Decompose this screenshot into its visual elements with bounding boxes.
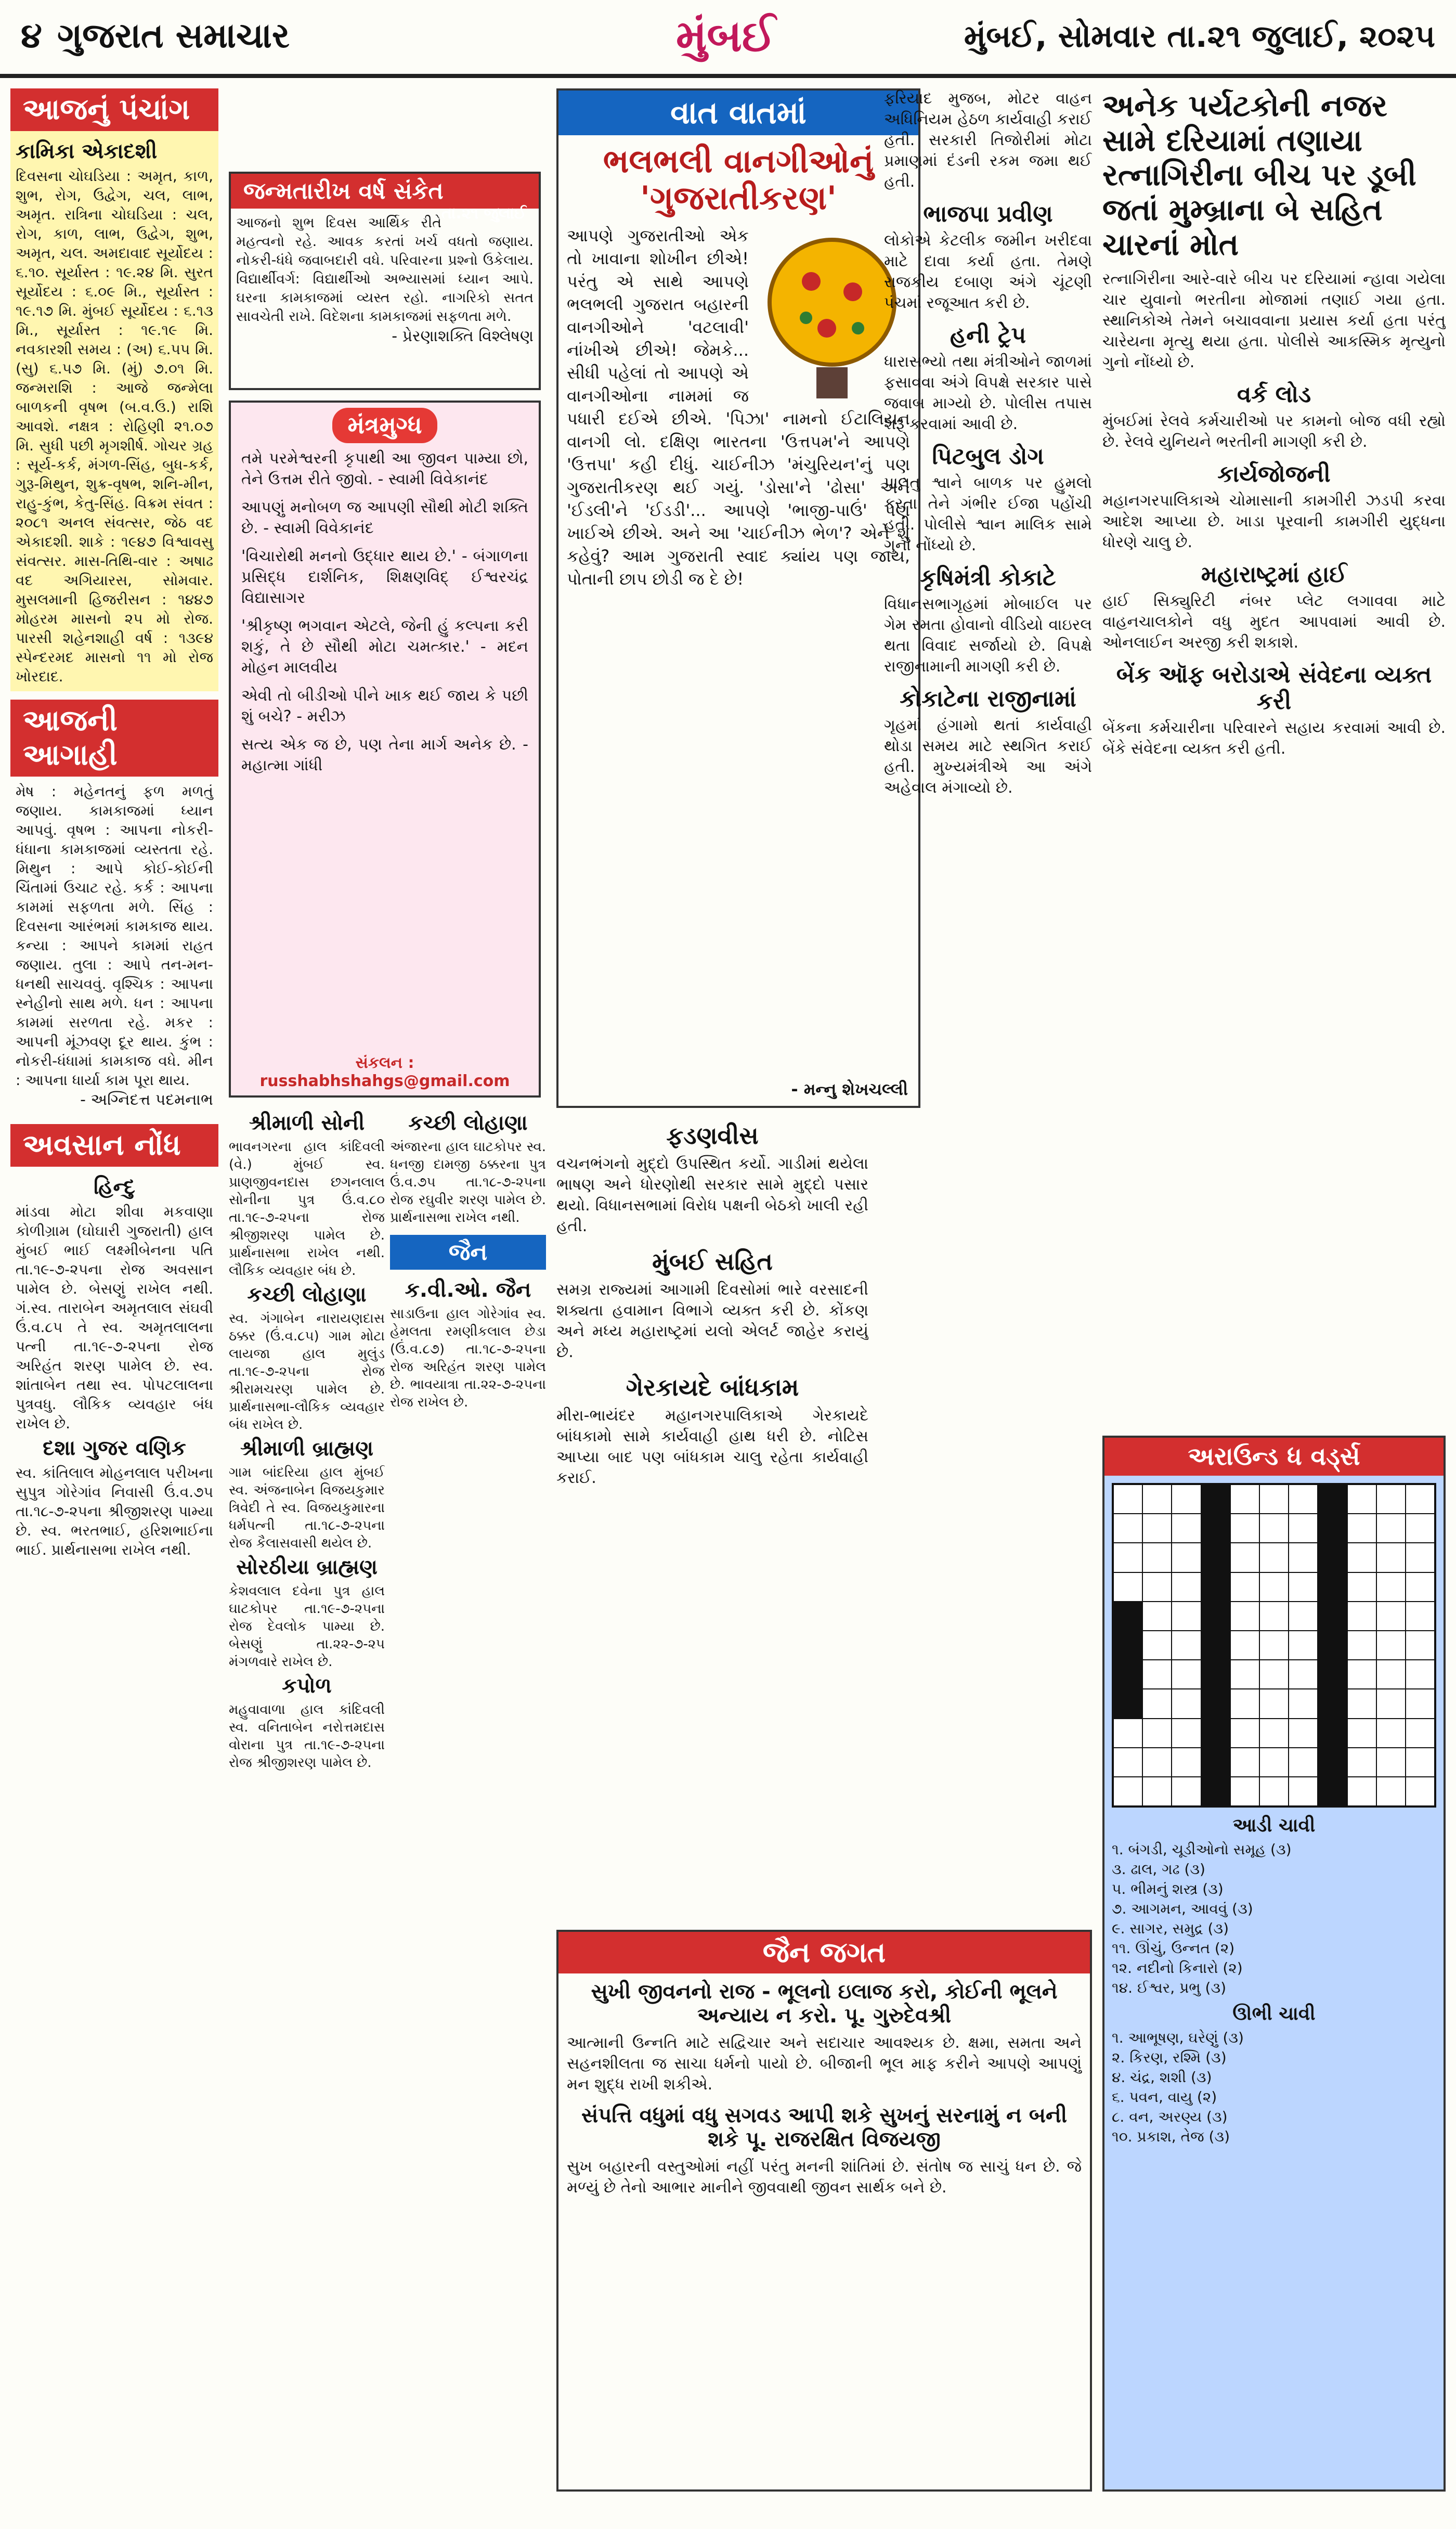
kvo-jain-title: ક.વી.ઓ. જૈન xyxy=(405,1278,531,1302)
crossword-cell[interactable] xyxy=(1377,1573,1405,1601)
pizza-topping xyxy=(843,282,862,301)
across-clue: ૯. સાગર, સમુદ્ર (૩) xyxy=(1112,1920,1229,1938)
janmadin-body: આજનો શુભ દિવસ આર્થિક રીતે મહત્વનો રહે. આવક કરતાં ખર્ચ વધતો જણાય. નોકરી-ધંધે જવાબદારી વધે. પરિવારના પ્રશ્નો ઉકેલાય. વિદ્યાર્થીવર્ગ: વિદ્યાર્થીઓ અભ્યાસમાં ધ્યાન આપે. ઘરના કામકાજમાં વ્યસ્ત રહો. નાગરિકો સતત સાવચેતી રાખે. વિદેશના કામકાજમાં સફળતા મળે. xyxy=(236,215,534,325)
crossword-block xyxy=(1114,1602,1142,1630)
kokate-title: કોકાટેના રાજીનામાં xyxy=(900,686,1076,712)
pizza-topping xyxy=(817,319,836,338)
crossword-block xyxy=(1202,1485,1230,1513)
crossword-cell[interactable] xyxy=(1114,1485,1142,1513)
crossword-cell[interactable] xyxy=(1260,1514,1288,1542)
shrimali-soni-body: ભાવનગરના હાલ કાંદિવલી (વે.) મુંબઈ સ્વ. પ્રાણજીવનદાસ છગનલાલ સોનીના પુત્ર ઉં.વ.૮૦ તા.૧૯-૭-૨૫ના રોજ શ્રીજીશરણ પામેલ છે. પ્રાર્થનાસભા રાખેલ નથી. લૌકિક વ્યવહાર બંધ છે. xyxy=(229,1139,385,1279)
crossword-cell[interactable] xyxy=(1348,1660,1376,1688)
kapol-title: કપોળ xyxy=(282,1674,332,1698)
crossword-cell[interactable] xyxy=(1231,1748,1259,1776)
crossword-block xyxy=(1318,1631,1346,1659)
crossword-block xyxy=(1318,1485,1346,1513)
mantra-item: 'વિચારોથી મનનો ઉદ્ધાર થાય છે.' - બંગાળના પ્રસિદ્ધ દાર્શનિક, શિક્ષણવિદ્ ઈશ્વરચંદ્ર વિદ્યાસાગર xyxy=(241,547,528,607)
crossword-cell[interactable] xyxy=(1377,1777,1405,1805)
mumbai-sahit-title: મુંબઈ સહિત xyxy=(652,1247,773,1275)
crossword-cell[interactable] xyxy=(1406,1660,1434,1688)
main-body: રત્નાગિરીના આરે-વારે બીચ પર દરિયામાં ન્હાવા ગયેલા ચાર યુવાનો ભરતીના મોજામાં તણાઈ ગયા હતા. સ્થાનિકોએ તેમને બચાવવાના પ્રયાસ કર્યા હતા પરંતુ ચારેયના મૃત્યુ થયા હતા. પોલીસે આકસ્મિક મૃત્યુનો ગુનો નોંધ્યો છે. xyxy=(1102,270,1446,372)
crossword-cell[interactable] xyxy=(1289,1485,1317,1513)
crossword-cell[interactable] xyxy=(1406,1689,1434,1718)
crossword-cell[interactable] xyxy=(1260,1689,1288,1718)
across-clue: ૧૨. નદીનો કિનારો (૨) xyxy=(1112,1959,1243,1977)
avsan-section-vanik: દશા ગુજર વણિક xyxy=(43,1436,186,1460)
shrimali-brahman-body: ગામ બાંદરિયા હાલ મુંબઈ સ્વ. અંજનાબેન વિજયકુમાર ત્રિવેદી તે સ્વ. વિજયકુમારના ધર્મપત્ની તા.૧૮-૭-૨૫ના રોજ કૈલાસવાસી થયેલ છે. xyxy=(229,1465,385,1551)
crossword-cell[interactable] xyxy=(1406,1573,1434,1601)
section-city: મુંબઈ xyxy=(676,10,776,61)
down-clues-title: ઊભી ચાવી xyxy=(1232,2003,1316,2025)
kvo-jain-body: સાડાઉના હાલ ગોરેગાંવ સ્વ. હેમલતા રમણીકલાલ છેડા (ઉં.વ.૮૭) તા.૧૮-૭-૨૫ના રોજ અરિહંત શરણ પામેલ છે. ભાવયાત્રા તા.૨૨-૭-૨૫ના રોજ રાખેલ છે. xyxy=(390,1306,546,1410)
paper-name: ગુજરાત સમાચાર xyxy=(57,16,290,56)
janmadin-title xyxy=(231,174,539,223)
crossword-cell[interactable] xyxy=(1289,1660,1317,1688)
news-col-3 xyxy=(556,1118,868,1930)
crossword-cell[interactable] xyxy=(1114,1514,1142,1542)
crossword-cell[interactable] xyxy=(1114,1719,1142,1747)
crossword-cell[interactable] xyxy=(1377,1689,1405,1718)
crossword-cell[interactable] xyxy=(1348,1719,1376,1747)
bhajpa-title: ભાજપા પ્રવીણ xyxy=(923,201,1053,227)
crossword-block xyxy=(1202,1631,1230,1659)
karyajoji-title: કાર્યજોજની xyxy=(1217,461,1331,488)
across-clue: ૫. ભીમનું શસ્ત્ર (૩) xyxy=(1112,1880,1224,1898)
crossword-block xyxy=(1202,1777,1230,1805)
crossword-cell[interactable] xyxy=(1406,1631,1434,1659)
crossword-cell[interactable] xyxy=(1377,1514,1405,1542)
crossword-cell[interactable] xyxy=(1231,1602,1259,1630)
mantra-item: 'શ્રીકૃષ્ણ ભગવાન એટલે, જેની હું કલ્પના કરી શકું, તે છે સૌથી મોટા ચમત્કાર.' - મદન મોહન માલવીય xyxy=(241,617,528,677)
avsan-body-vanik: સ્વ. કાંતિલાલ મોહનલાલ પરીખના સુપુત્ર ગોરેગાંવ નિવાસી ઉં.વ.૭૫ તા.૧૮-૭-૨૫ના શ્રીજીશરણ પામ્યા છે. સ્વ. ભરતભાઈ, હરિશભાઈના ભાઈ. પ્રાર્થનાસભા રાખેલ નથી. xyxy=(16,1464,213,1558)
crossword-cell[interactable] xyxy=(1289,1573,1317,1601)
crossword-cell[interactable] xyxy=(1377,1543,1405,1571)
across-clues-title: આડી ચાવી xyxy=(1232,1815,1316,1837)
col4-intro: ફરિયાદ મુજબ, મોટર વાહન અધિનિયમ હેઠળ કાર્યવાહી કરાઈ હતી. સરકારી તિજોરીમાં મોટા પ્રમાણમાં દંડની રકમ જમા થઈ હતી. xyxy=(884,89,1092,191)
crossword-block xyxy=(1318,1689,1346,1718)
crossword-cell[interactable] xyxy=(1172,1514,1200,1542)
across-clue: ૭. આગમન, આવવું (૩) xyxy=(1112,1900,1253,1918)
crossword-cell[interactable] xyxy=(1289,1602,1317,1630)
obit-col-2 xyxy=(390,1108,546,2486)
aagahi-byline: - અગ્નિદત્ત પદમનાભ xyxy=(80,1091,213,1109)
crossword-cell[interactable] xyxy=(1289,1689,1317,1718)
crossword-cell[interactable] xyxy=(1406,1602,1434,1630)
crossword-cell[interactable] xyxy=(1172,1543,1200,1571)
kutchi-lohana-2-title: કચ્છી લોહાણા xyxy=(408,1111,528,1135)
page-number: ૪ xyxy=(21,16,42,56)
crossword-cell[interactable] xyxy=(1406,1748,1434,1776)
vaat-vaat-box xyxy=(556,88,920,1108)
crossword-block xyxy=(1318,1602,1346,1630)
crossword-block xyxy=(1202,1719,1230,1747)
mantramugdh-title: મંત્રમુગ્ધ xyxy=(332,408,438,443)
garage-title: ગેરકાયદે બાંધકામ xyxy=(626,1373,799,1401)
kutchi-lohana-2-body: અંજારના હાલ ઘાટકોપર સ્વ. ધનજી દામજી ઠક્કરના પુત્ર ઉં.વ.૭૫ તા.૧૮-૭-૨૫ના રોજ રઘુવીર શરણ પામેલ છે. પ્રાર્થનાસભા રાખેલ નથી. xyxy=(390,1139,546,1225)
across-clue: ૧૧. ઊંચું, ઉન્નત (૨) xyxy=(1112,1940,1235,1957)
crossword-block xyxy=(1202,1748,1230,1776)
jain-body-2: સુખ બહારની વસ્તુઓમાં નહીં પરંતુ મનની શાંતિમાં છે. સંતોષ જ સાચું ધન છે. જે મળ્યું છે તેનો આભાર માનીને જીવવાથી જીવન સાર્થક બને છે. xyxy=(567,2158,1082,2197)
crossword-cell[interactable] xyxy=(1260,1602,1288,1630)
bank-title: બેંક ઑફ બરોડાએ સંવેદના વ્યક્ત કરી xyxy=(1116,662,1432,715)
crossword-cell[interactable] xyxy=(1406,1777,1434,1805)
crossword-block xyxy=(1202,1514,1230,1542)
crossword-cell[interactable] xyxy=(1231,1543,1259,1571)
honey-trap-body: ધારાસભ્યો તથા મંત્રીઓને જાળમાં ફસાવવા અંગે વિપક્ષે સરકાર પાસે જવાબ માગ્યો છે. પોલીસ તપાસ શરૂ કરવામાં આવી છે. xyxy=(884,353,1092,433)
down-clue: ૧૦. પ્રકાશ, તેજ (૩) xyxy=(1112,2128,1230,2146)
janmadin-title-text: જન્મતારીખ વર્ષ સંકેત xyxy=(243,178,444,204)
karyajoji-body: મહાનગરપાલિકાએ ચોમાસાની કામગીરી ઝડપી કરવા આદેશ આપ્યા છે. ખાડા પૂરવાની કામગીરી યુદ્ધના ધોરણે ચાલુ છે. xyxy=(1102,492,1446,552)
pizza-topping xyxy=(852,322,864,334)
work-load-body: મુંબઈમાં રેલવે કર્મચારીઓ પર કામનો બોજ વધી રહ્યો છે. રેલવે યુનિયને ભરતીની માગણી કરી છે. xyxy=(1102,412,1446,451)
crossword-cell[interactable] xyxy=(1231,1514,1259,1542)
honey-trap-title: હની ટ્રેપ xyxy=(950,322,1026,349)
crossword-cell[interactable] xyxy=(1172,1631,1200,1659)
avsan-title: અવસાન નોંધ xyxy=(10,1124,218,1167)
crossword-block xyxy=(1114,1660,1142,1688)
janmadin-date: તા.૨૧ જુલાઈ xyxy=(441,204,526,223)
crossword-cell[interactable] xyxy=(1348,1573,1376,1601)
crossword-cell[interactable] xyxy=(1377,1485,1405,1513)
crossword-cell[interactable] xyxy=(1289,1514,1317,1542)
sorathiya-brahman-body: કેશવલાલ દવેના પુત્ર હાલ ઘાટકોપર તા.૧૯-૭-૨૫ના રોજ દેવલોક પામ્યા છે. બેસણું તા.૨૨-૭-૨૫ મંગળવારે રાખેલ છે. xyxy=(229,1583,385,1670)
crossword-cell[interactable] xyxy=(1143,1514,1171,1542)
garage-body: મીરા-ભાયંદર મહાનગરપાલિકાએ ગેરકાયદે બાંધકામો સામે કાર્યવાહી હાથ ધરી છે. નોટિસ આપ્યા બાદ પણ બાંધકામ ચાલુ રહેતા કાર્યવાહી કરાઈ. xyxy=(556,1407,868,1487)
crossword-cell[interactable] xyxy=(1406,1543,1434,1571)
crossword-box xyxy=(1102,1436,1446,2492)
panchang-title: આજનું પંચાંગ xyxy=(10,88,218,131)
crossword-block xyxy=(1202,1602,1230,1630)
crossword-cell[interactable] xyxy=(1289,1777,1317,1805)
down-clue: ૮. વન, અરણ્ય (૩) xyxy=(1112,2108,1228,2126)
crossword-cell[interactable] xyxy=(1377,1719,1405,1747)
bhajpa-body: લોકોએ કેટલીક જમીન ખરીદવા માટે દાવા કર્યા હતા. તેમણે રાજકીય દબાણ અંગે ચૂંટણી પંચમાં રજૂઆત કરી છે. xyxy=(884,231,1092,312)
crossword-cell[interactable] xyxy=(1143,1543,1171,1571)
crossword-cell[interactable] xyxy=(1231,1719,1259,1747)
crossword-block xyxy=(1318,1543,1346,1571)
mantra-item: તમે પરમેશ્વરની કૃપાથી આ જીવન પામ્યા છો, તેને ઉત્તમ રીતે જીવો. - સ્વામી વિવેકાનંદ xyxy=(241,449,528,488)
obit-col-1 xyxy=(229,1108,385,2486)
crossword-cell[interactable] xyxy=(1231,1777,1259,1805)
crossword-cell[interactable] xyxy=(1143,1719,1171,1747)
crossword-cell[interactable] xyxy=(1172,1719,1200,1747)
crossword-cell[interactable] xyxy=(1114,1573,1142,1601)
crossword-cell[interactable] xyxy=(1348,1631,1376,1659)
crossword-cell[interactable] xyxy=(1260,1719,1288,1747)
crossword-cell[interactable] xyxy=(1348,1602,1376,1630)
janmadin-byline: - પ્રેરણાશક્તિ વિશ્લેષણ xyxy=(392,327,534,345)
panchang-body: દિવસના ચોઘડિયા : અમૃત, કાળ, શુભ, રોગ, ઉદ્વેગ, ચલ, લાભ, અમૃત. રાત્રિના ચોઘડિયા : ચલ, રોગ, કાળ, લાભ, ઉદ્વેગ, શુભ, અમૃત, ચલ. અમદાવાદ સૂર્યોદય : ૬.૧૦. સૂર્યાસ્ત : ૧૯.૨૪ મિ. સુરત સૂર્યોદય : ૬.૦૯ મિ., સૂર્યાસ્ત : ૧૯.૧૭ મિ. મુંબઈ સૂર્યોદય : ૬.૧૩ મિ., સૂર્યાસ્ત : ૧૯.૧૯ મિ. નવકારશી સમય : (અ) ૬.૫૫ મિ. (સુ) ૬.૫૭ મિ. (મું) ૭.૦૧ મિ. જન્મરાશિ : આજે જન્મેલા બાળકની વૃષભ (બ.વ.ઉ.) રાશિ આવશે. નક્ષત્ર : રોહિણી ૨૧.૦૭ મિ. સુધી પછી મૃગશીર્ષ. ગોચર ગ્રહ : સૂર્ય-કર્ક, મંગળ-સિંહ, બુધ-કર્ક, ગુરૂ-મિથુન, શુક્ર-વૃષભ, શનિ-મીન, રાહુ-કુંભ, કેતુ-સિંહ. વિક્રમ સંવત : ૨૦૮૧ અનલ સંવત્સર, જેઠ વદ એકાદશી. શાકે : ૧૯૪૭ વિશ્વાવસુ સંવત્સર. માસ-તિથિ-વાર : અષાઢ વદ અગિયારસ, સોમવાર. મુસલમાની હિજરીસન : ૧૪૪૭ મોહરમ માસનો ૨૫ મો રોજ. પારસી શહેનશાહી વર્ષ : ૧૩૯૪ સ્પેન્દરમદ માસનો ૧૧ મો રોજ ખોરદાદ. xyxy=(16,167,213,685)
issue-date: મુંબઈ, સોમવાર તા.૨૧ જુલાઈ, ૨૦૨૫ xyxy=(964,18,1435,55)
down-clue: ૧. આભૂષણ, ઘરેણું (૩) xyxy=(1112,2029,1244,2047)
crossword-cell[interactable] xyxy=(1289,1631,1317,1659)
aagahi-title: આજની આગાહી xyxy=(10,700,218,777)
aagahi-body: મેષ : મહેનતનું ફળ મળતું જણાય. કામકાજમાં ધ્યાન આપવું. વૃષભ : આપના નોકરી-ધંધાના કામકાજમાં વ્યસ્તતા રહે. મિથુન : આપે કોઈ-કોઈની ચિંતામાં ઉચાટ રહે. કર્ક : આપના કામમાં સફળતા મળે. સિંહ : દિવસના આરંભમાં કામકાજ થાય. કન્યા : આપને કામમાં રાહત જણાય. તુલા : આપે તન-મન-ધનથી સાચવવું. વૃશ્ચિક : આપના સ્નેહીનો સાથ મળે. ધન : આપના કામમાં સરળતા રહે. મકર : આપની મૂંઝવણ દૂર થાય. કુંભ : નોકરી-ધંધામાં કામકાજ વધે. મીન : આપના ધાર્યા કામ પૂરા થાય. xyxy=(16,783,213,1089)
crossword-cell[interactable] xyxy=(1289,1719,1317,1747)
crossword-cell[interactable] xyxy=(1260,1485,1288,1513)
shrimali-brahman-title: શ્રીમાળી બ્રાહ્મણ xyxy=(240,1437,374,1461)
crossword-cell[interactable] xyxy=(1172,1748,1200,1776)
crossword-cell[interactable] xyxy=(1231,1660,1259,1688)
crossword-cell[interactable] xyxy=(1143,1631,1171,1659)
across-clue: ૧. બંગડી, ચૂડીઓનો સમૂહ (૩) xyxy=(1112,1841,1292,1859)
crossword-cell[interactable] xyxy=(1377,1602,1405,1630)
crossword-cell[interactable] xyxy=(1114,1777,1142,1805)
crossword-cell[interactable] xyxy=(1231,1689,1259,1718)
crossword-cell[interactable] xyxy=(1260,1777,1288,1805)
vaat-body: આપણે ગુજરાતીઓ એક તો ખાવાના શોખીન છીએ! પરંતુ એ સાથે આપણે ભલભલી ગુજરાત બહારની વાનગીઓને 'વટલાવી' નાંખીએ છીએ! જેમકે... સીધી પહેલાં તો આપણે એ વાનગીઓના નામમાં જ પધારી દઈએ છીએ. 'પિઝા' નામનો ઈટાલિયન વાનગી લો. દક્ષિણ ભારતના 'ઉત્તપમ'ને આપણે 'ઉત્તપા' કહી દીધું. ચાઈનીઝ 'મંચુરિયન'નું પણ ગુજરાતીકરણ થઈ ગયું. 'ડોસા'ને 'ઢોસા' અને 'ઈડલી'ને 'ઈડડી'... આપણે 'ભાજી-પાઉં' પણ ખાઈએ છીએ. અને આ 'ચાઈનીઝ ભેળ'? એને શું કહેવું? આમ ગુજરાતી સ્વાદ ક્યાંય પણ જાય, પોતાની છાપ છોડી જ દે છે! xyxy=(567,225,910,589)
avsan-body-hindu: માંડવા મોટા શીવા મકવાણા કોળીગ્રામ (ઘોઘારી ગુજરાતી) હાલ મુંબઈ ભાઈ લક્ષ્મીબેનના પતિ તા.૧૯-૭-૨૫ના રોજ અવસાન પામેલ છે. બેસણું રાખેલ નથી. ગં.સ્વ. તારાબેન અમૃતલાલ સંઘવી ઉં.વ.૮૫ તે સ્વ. અમૃતલાલના પત્ની તા.૧૯-૭-૨૫ના રોજ અરિહંત શરણ પામેલ છે. સ્વ. શાંતાબેન તથા સ્વ. પોપટલાલના પુત્રવધુ. લૌકિક વ્યવહાર બંધ રાખેલ છે. xyxy=(16,1203,213,1432)
crossword-cell[interactable] xyxy=(1172,1689,1200,1718)
crossword-cell[interactable] xyxy=(1348,1777,1376,1805)
crossword-cell[interactable] xyxy=(1172,1485,1200,1513)
page-header xyxy=(0,0,1456,78)
crossword-block xyxy=(1114,1631,1142,1659)
avsan-section-hindu: હિન્દુ xyxy=(94,1175,135,1199)
crossword-block xyxy=(1114,1689,1142,1718)
krushi-title: કૃષિમંત્રી કોકાટે xyxy=(920,564,1056,591)
sorathiya-brahman-title: સોરઠીયા બ્રાહ્મણ xyxy=(236,1555,378,1579)
bank-body: બેંકના કર્મચારીના પરિવારને સહાય કરવામાં આવી છે. બેંકે સંવેદના વ્યક્ત કરી હતી. xyxy=(1102,719,1446,758)
vaat-title: વાત વાતમાં xyxy=(558,91,918,135)
maharashtra-title: મહારાષ્ટ્રમાં હાઈ xyxy=(1201,561,1347,588)
vaat-byline: - મન્નુ શેખચલ્લી xyxy=(791,1079,908,1099)
figure-legs xyxy=(816,367,848,398)
crossword-cell[interactable] xyxy=(1231,1573,1259,1601)
kutchi-lohana-title: કચ્છી લોહાણા xyxy=(247,1283,367,1307)
fadnavis-title: ફડણવીસ xyxy=(666,1121,759,1150)
crossword-block xyxy=(1318,1777,1346,1805)
down-clue: ૨. કિરણ, રશ્મિ (૩) xyxy=(1112,2049,1227,2067)
work-load-title: વર્ક લોડ xyxy=(1237,381,1311,408)
crossword-title: અરાઉન્ડ ધ વર્ડ્સ xyxy=(1104,1438,1444,1476)
crossword-cell[interactable] xyxy=(1260,1748,1288,1776)
crossword-block xyxy=(1318,1514,1346,1542)
pizza-base xyxy=(770,240,894,365)
vaat-headline: ભલભલી વાનગીઓનું 'ગુજરાતીકરણ' xyxy=(603,142,874,217)
crossword-cell[interactable] xyxy=(1406,1514,1434,1542)
crossword-block xyxy=(1318,1660,1346,1688)
crossword-cell[interactable] xyxy=(1260,1573,1288,1601)
crossword-cell[interactable] xyxy=(1348,1543,1376,1571)
kutchi-lohana-body: સ્વ. ગંગાબેન નારાયણદાસ ઠક્કર (ઉં.વ.૮૫) ગામ મોટા લાયજા હાલ મુલુંડ તા.૧૯-૭-૨૫ના રોજ શ્રીરામચરણ પામેલ છે. પ્રાર્થનાસભા-લૌકિક વ્યવહાર બંધ રાખેલ છે. xyxy=(229,1311,385,1433)
crossword-cell[interactable] xyxy=(1377,1660,1405,1688)
crossword-block xyxy=(1202,1573,1230,1601)
down-clue: ૪. ચંદ્ર, શશી (૩) xyxy=(1112,2069,1212,2086)
news-col-4 xyxy=(884,88,1092,1919)
crossword-cell[interactable] xyxy=(1348,1689,1376,1718)
jain-jagat-title: જૈન જગત xyxy=(558,1932,1090,1973)
crossword-cell[interactable] xyxy=(1143,1573,1171,1601)
crossword-cell[interactable] xyxy=(1289,1748,1317,1776)
mantra-item: આપણું મનોબળ જ આપણી સૌથી મોટી શક્તિ છે. - સ્વામી વિવેકાનંદ xyxy=(241,498,528,537)
mantramugdh-contact: સંકલન : russhabhshahgs@gmail.com xyxy=(259,1054,510,1090)
jain-headline-2: સંપત્તિ વધુમાં વધુ સગવડ આપી શકે સુખનું સરનામું ન બની શકે પૂ. રાજરક્ષિત વિજયજી xyxy=(581,2104,1068,2151)
crossword-cell[interactable] xyxy=(1172,1573,1200,1601)
crossword-cell[interactable] xyxy=(1377,1631,1405,1659)
crossword-cell[interactable] xyxy=(1143,1602,1171,1630)
crossword-grid[interactable] xyxy=(1112,1483,1436,1808)
crossword-cell[interactable] xyxy=(1172,1777,1200,1805)
crossword-cell[interactable] xyxy=(1289,1543,1317,1571)
left-column xyxy=(10,88,218,2512)
across-clue: ૧૪. ઈશ્વર, પ્રભુ (૩) xyxy=(1112,1979,1227,1997)
crossword-cell[interactable] xyxy=(1260,1660,1288,1688)
crossword-cell[interactable] xyxy=(1114,1543,1142,1571)
mantra-item: એવી તો બીડીઓ પીને ખાક થઈ જાય કે પછી શું બચે? - મરીઝ xyxy=(241,687,528,726)
pitbull-title: પિટબુલ ડોગ xyxy=(932,443,1044,470)
crossword-block xyxy=(1318,1719,1346,1747)
pizza-topping xyxy=(802,272,821,291)
crossword-cell[interactable] xyxy=(1348,1485,1376,1513)
crossword-cell[interactable] xyxy=(1114,1748,1142,1776)
crossword-cell[interactable] xyxy=(1406,1719,1434,1747)
crossword-cell[interactable] xyxy=(1231,1485,1259,1513)
jain-section-title: જૈન xyxy=(390,1235,546,1270)
jain-headline-1: સુખી જીવનનો રાજ - ભૂલનો ઇલાજ કરો, કોઈની ભૂલને અન્યાય ન કરો. પૂ. ગુરુદેવશ્રી xyxy=(591,1980,1058,2028)
jain-body-1: આત્માની ઉન્નતિ માટે સદ્વિચાર અને સદાચાર આવશ્યક છે. ક્ષમા, સમતા અને સહનશીલતા જ સાચા ધર્મનો પાયો છે. બીજાની ભૂલ માફ કરીને આપણે આપણું મન શુદ્ધ રાખી શકીએ. xyxy=(567,2034,1082,2094)
crossword-cell[interactable] xyxy=(1143,1485,1171,1513)
crossword-cell[interactable] xyxy=(1377,1748,1405,1776)
crossword-cell[interactable] xyxy=(1143,1777,1171,1805)
crossword-block xyxy=(1202,1689,1230,1718)
mantra-item: સત્ય એક જ છે, પણ તેના માર્ગ અનેક છે. - મહાત્મા ગાંધી xyxy=(241,736,528,775)
jain-jagat-box xyxy=(556,1930,1092,2492)
crossword-cell[interactable] xyxy=(1172,1602,1200,1630)
crossword-cell[interactable] xyxy=(1406,1485,1434,1513)
crossword-cell[interactable] xyxy=(1260,1631,1288,1659)
crossword-block xyxy=(1318,1573,1346,1601)
janmadin-box xyxy=(229,172,541,390)
across-clue: ૩. ઢાલ, ગઢ (૩) xyxy=(1112,1861,1205,1878)
maharashtra-body: હાઈ સિક્યુરિટી નંબર પ્લેટ લગાવવા માટે વાહનચાલકોને વધુ મુદત આપવામાં આવી છે. ઓનલાઈન અરજી કરી શકાશે. xyxy=(1102,592,1446,652)
crossword-cell[interactable] xyxy=(1143,1748,1171,1776)
main-headline: અનેક પર્યટકોની નજર સામે દરિયામાં તણાયા રત્નાગિરીના બીચ પર ડૂબી જતાં મુમ્બ્રાના બે સહિત ચારનાં મોત xyxy=(1102,88,1416,262)
crossword-block xyxy=(1202,1660,1230,1688)
krushi-body: વિધાનસભાગૃહમાં મોબાઈલ પર ગેમ રમતા હોવાનો વીડિયો વાઇરલ થતા વિવાદ સર્જાયો છે. વિપક્ષે રાજીનામાની માગણી કરી છે. xyxy=(884,595,1092,676)
pizza-topping xyxy=(800,312,812,324)
pitbull-body: પાલતુ શ્વાને બાળક પર હુમલો કરતા તેને ગંભીર ઈજા પહોંચી હતી. પોલીસે શ્વાન માલિક સામે ગુનો નોંધ્યો છે. xyxy=(884,474,1092,554)
crossword-cell[interactable] xyxy=(1143,1660,1171,1688)
crossword-cell[interactable] xyxy=(1348,1514,1376,1542)
mumbai-sahit-body: સમગ્ર રાજ્યમાં આગામી દિવસોમાં ભારે વરસાદની શક્યતા હવામાન વિભાગે વ્યક્ત કરી છે. કોંકણ અને મધ્ય મહારાષ્ટ્રમાં યલો એલર્ટ જાહેર કરાયું છે. xyxy=(556,1281,868,1361)
panchang-lead: કામિકા એકાદશી xyxy=(16,139,158,163)
crossword-block xyxy=(1318,1748,1346,1776)
kapol-body: મહુવાવાળા હાલ કાંદિવલી સ્વ. વનિતાબેન નરોત્તમદાસ વોરાના પુત્ર તા.૧૯-૭-૨૫ના રોજ શ્રીજીશરણ પામેલ છે. xyxy=(229,1702,385,1771)
fadnavis-body: વચનભંગનો મુદ્દો ઉપસ્થિત કર્યો. ગાડીમાં થયેલા ભાષણ અને ધોરણોથી સરકાર સામે મુદ્દો પસાર થયો. વિધાનસભામાં વિરોધ પક્ષની બેઠકો ખાલી રહી હતી. xyxy=(556,1155,868,1235)
down-clue: ૬. પવન, વાયુ (૨) xyxy=(1112,2088,1217,2106)
shrimali-soni-title: શ્રીમાળી સોની xyxy=(249,1111,365,1135)
crossword-cell[interactable] xyxy=(1348,1748,1376,1776)
crossword-cell[interactable] xyxy=(1231,1631,1259,1659)
crossword-block xyxy=(1202,1543,1230,1571)
kokate-body: ગૃહમાં હંગામો થતાં કાર્યવાહી થોડા સમય માટે સ્થગિત કરાઈ હતી. મુખ્યમંત્રીએ આ અંગે અહેવાલ મંગાવ્યો છે. xyxy=(884,716,1092,797)
news-col-5 xyxy=(1102,88,1446,1425)
crossword-cell[interactable] xyxy=(1172,1660,1200,1688)
mantramugdh-box xyxy=(229,401,541,1098)
crossword-cell[interactable] xyxy=(1260,1543,1288,1571)
crossword-cell[interactable] xyxy=(1143,1689,1171,1718)
